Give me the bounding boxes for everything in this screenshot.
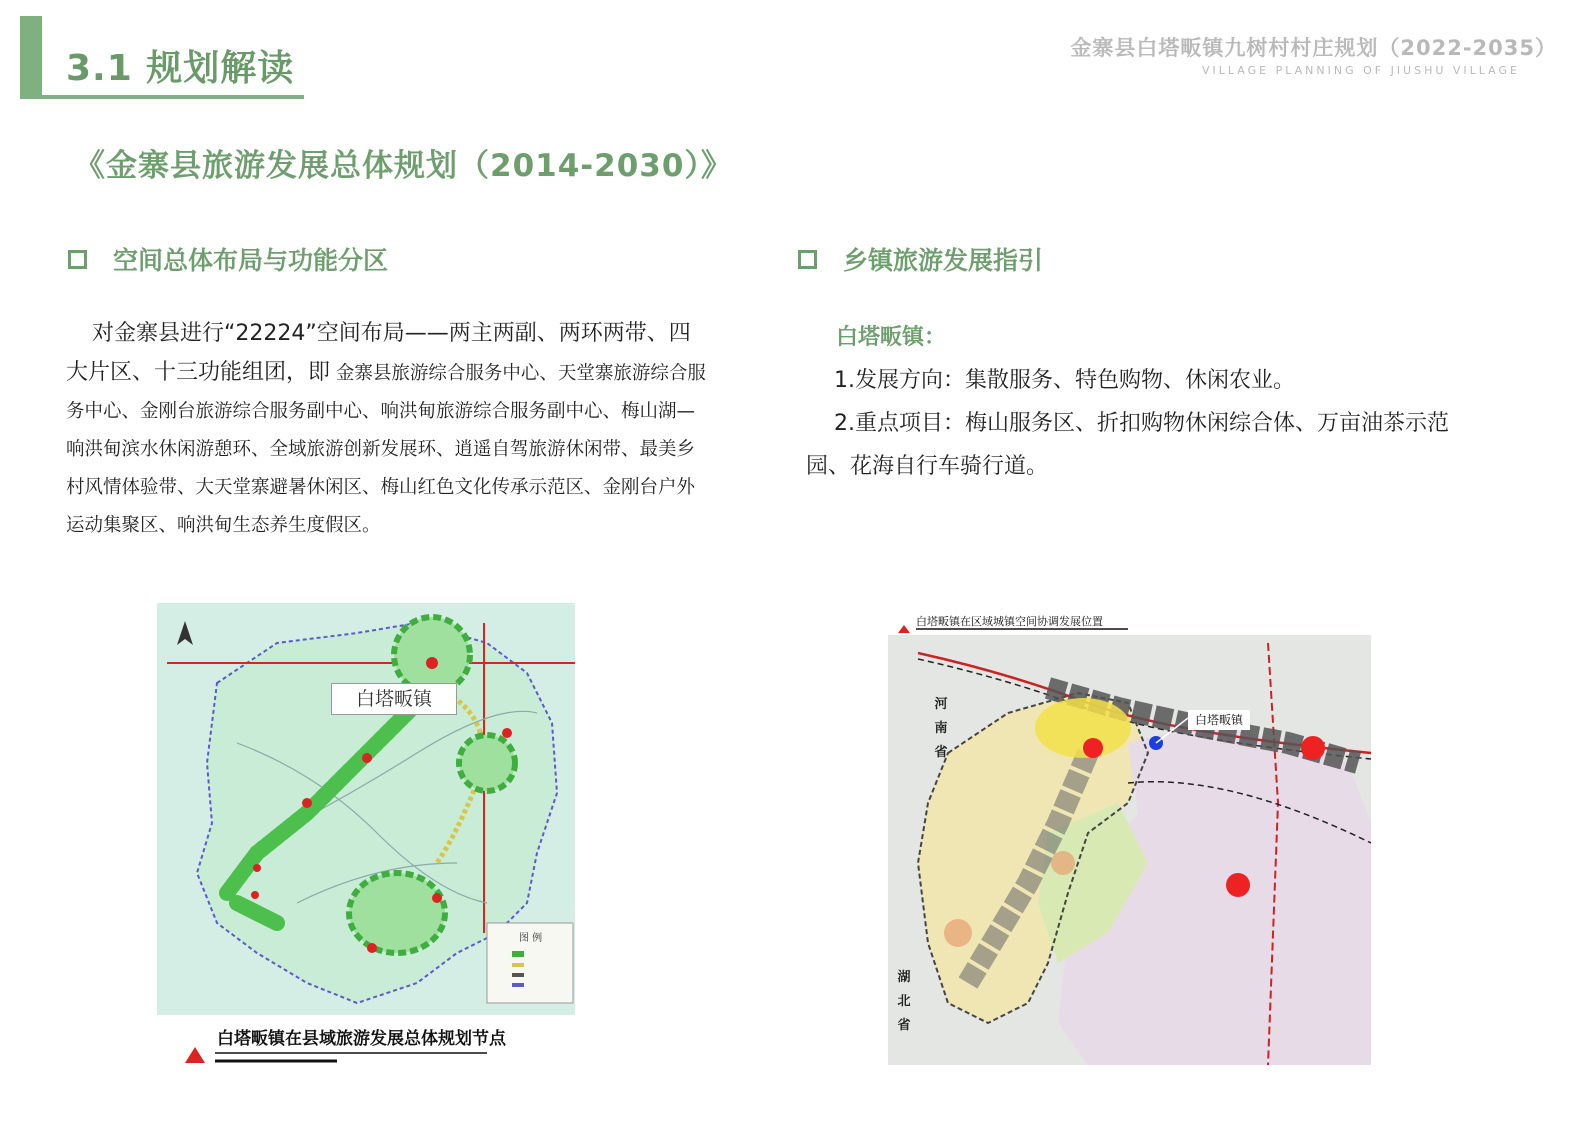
right-map-caption: 白塔畈镇在区域城镇空间协调发展位置 (916, 615, 1103, 628)
left-map-legend-title: 图 例 (519, 933, 543, 944)
document-title-english: VILLAGE PLANNING OF JIUSHU VILLAGE (1202, 64, 1520, 77)
left-map-town-label: 白塔畈镇 (331, 683, 457, 715)
layout-description (66, 315, 706, 545)
section-accent-bar (20, 16, 42, 99)
development-direction: 1.发展方向：集散服务、特色购物、休闲农业。 (834, 368, 1295, 393)
right-heading-label: 乡镇旅游发展指引 (843, 246, 1044, 275)
plan-title: 《金寨县旅游发展总体规划（2014-2030）》 (74, 148, 733, 184)
province-label-henan: 河南省 (934, 697, 948, 760)
document-title: 金寨县白塔畈镇九树村村庄规划（2022-2035） (1070, 36, 1557, 60)
key-projects: 2.重点项目：梅山服务区、折扣购物休闲综合体、万亩油茶示范园、花海自行车骑行道。 (806, 411, 1449, 479)
layout-description-lead: 对金寨县进行“22224”空间布局——两主两副、两环两带、四大片区、十三功能组团，即 (66, 321, 691, 385)
square-bullet-icon (68, 250, 87, 269)
section-underline (42, 95, 304, 99)
province-label-hubei: 湖北省 (897, 970, 911, 1033)
layout-description-detail: 金寨县旅游综合服务中心、天堂寨旅游综合服务中心、金刚台旅游综合服务副中心、响洪甸旅游综合服务副中心、梅山湖—响洪甸滨水休闲游憩环、全域旅游创新发展环、逍遥自驾旅游休闲带、最美乡村风情体验带、大天堂寨避暑休闲区、梅山红色文化传承示范区、金刚台户外运动集聚区、响洪甸生态养生度假区。 (66, 363, 706, 536)
town-guidance (806, 359, 1466, 488)
regional-coordination-map (888, 603, 1371, 1065)
left-map-caption: 白塔畈镇在县域旅游发展总体规划节点 (217, 1029, 506, 1049)
town-name: 白塔畈镇： (836, 325, 947, 350)
county-tourism-map-graphic (157, 603, 575, 1067)
left-heading-label: 空间总体布局与功能分区 (113, 246, 389, 275)
square-bullet-icon (798, 250, 817, 269)
section-title: 3.1 规划解读 (66, 48, 295, 89)
right-section-heading (798, 243, 1043, 275)
right-map-town-label: 白塔畈镇 (1188, 710, 1250, 730)
regional-coordination-map-graphic (888, 603, 1371, 1065)
left-section-heading (68, 243, 388, 275)
county-tourism-map (157, 603, 575, 1067)
